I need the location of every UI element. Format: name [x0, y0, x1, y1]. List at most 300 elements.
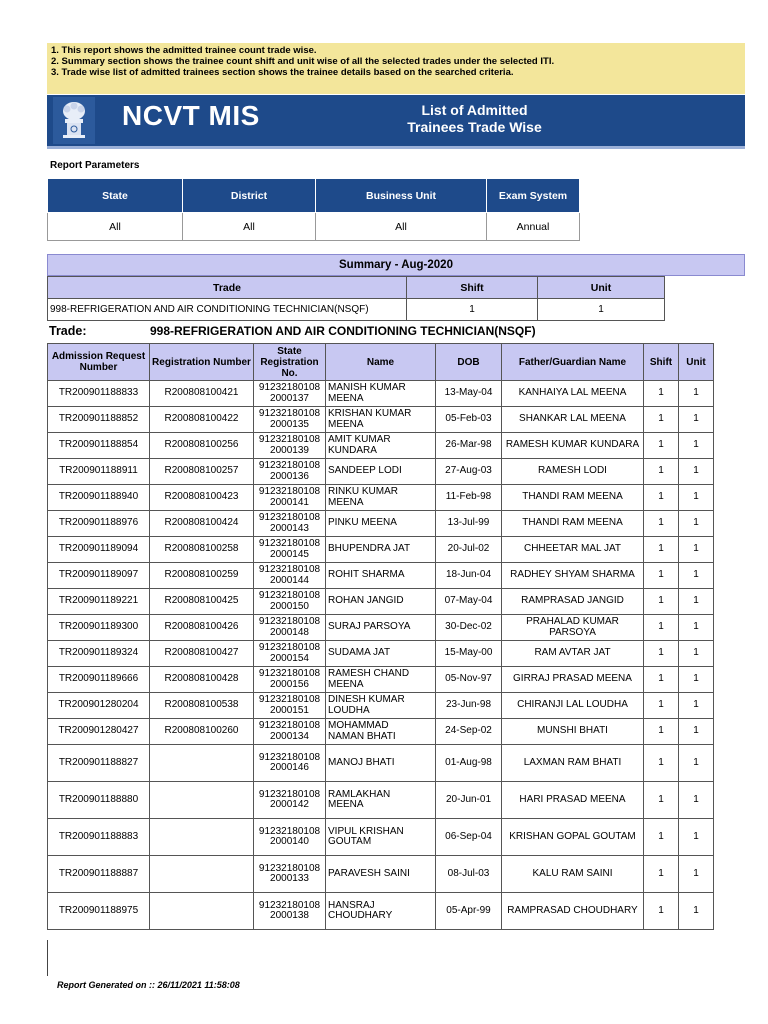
registration-number: R200808100426 [164, 621, 239, 633]
state-reg-part: 91232180108 [258, 434, 321, 445]
cell-guardian [502, 485, 644, 511]
cell-shift [644, 589, 679, 615]
table-row [48, 459, 714, 485]
guardian-part: PARSOYA [549, 626, 596, 638]
unit-value: 1 [693, 413, 699, 425]
cell-unit [679, 782, 714, 819]
shift-value: 1 [658, 621, 664, 633]
report-notes [47, 43, 745, 94]
table-row [48, 856, 714, 893]
cell-admission [48, 485, 150, 511]
cell-name [326, 856, 436, 893]
admission-number: TR200901189666 [58, 673, 139, 685]
cell-registration [150, 745, 254, 782]
cell-name [326, 381, 436, 407]
state-reg-part: 2000138 [270, 910, 309, 921]
cell-dob [436, 745, 502, 782]
shift-value: 1 [658, 867, 664, 879]
dob-value: 13-Jul-99 [447, 517, 490, 529]
dob-value: 15-May-00 [444, 647, 493, 659]
name-part: MANOJ BHATI [328, 756, 395, 768]
admission-number: TR200901189300 [58, 621, 139, 633]
cell-unit [679, 459, 714, 485]
cell-guardian [502, 641, 644, 667]
banner-title: NCVT MIS [122, 100, 260, 131]
cell-dob [436, 589, 502, 615]
registration-number: R200808100424 [164, 517, 239, 529]
name-part: AMIT KUMAR [328, 434, 391, 445]
cell-name [326, 433, 436, 459]
shift-value: 1 [658, 387, 664, 399]
name-part: RAMESH CHAND [328, 668, 410, 679]
state-reg-part: 2000146 [270, 762, 309, 773]
guardian-part: THANDI RAM MEENA [522, 491, 623, 503]
cell-dob [436, 641, 502, 667]
cell-registration [150, 782, 254, 819]
banner-subtitle [377, 102, 572, 136]
registration-number: R200808100428 [164, 673, 239, 685]
cell-registration [150, 459, 254, 485]
dob-value: 11-Feb-98 [445, 491, 492, 503]
cell-shift [644, 641, 679, 667]
unit-value: 1 [693, 830, 699, 842]
cell-name [326, 407, 436, 433]
cell-guardian [502, 856, 644, 893]
name-part: MANISH KUMAR [328, 382, 406, 393]
cell-name [326, 893, 436, 930]
header-name: Name [326, 344, 436, 381]
unit-value: 1 [693, 491, 699, 503]
param-value-district: All [183, 213, 316, 241]
state-reg-part: 91232180108 [258, 460, 321, 471]
registration-number: R200808100427 [164, 647, 239, 659]
cell-registration [150, 641, 254, 667]
registration-number: R200808100425 [164, 595, 239, 607]
guardian-part: MUNSHI BHATI [537, 725, 608, 737]
dob-value: 07-May-04 [444, 595, 493, 607]
dob-value: 18-Jun-04 [445, 569, 492, 581]
cell-admission [48, 381, 150, 407]
state-reg-part: 91232180108 [258, 720, 321, 731]
state-reg-part: 91232180108 [258, 616, 321, 627]
header-dob: DOB [436, 344, 502, 381]
name-part: PINKU MEENA [328, 517, 397, 529]
cell-admission [48, 693, 150, 719]
name-part: BHUPENDRA JAT [328, 543, 411, 555]
state-reg-part: 2000150 [270, 600, 309, 612]
admission-number: TR200901188887 [58, 867, 139, 879]
state-reg-part: 2000137 [270, 392, 309, 404]
cell-registration [150, 563, 254, 589]
trainee-rows [48, 381, 714, 930]
shift-value: 1 [658, 569, 664, 581]
cell-guardian [502, 407, 644, 433]
shift-value: 1 [658, 699, 664, 711]
cell-registration [150, 819, 254, 856]
param-header-business-unit: Business Unit [316, 179, 487, 213]
cell-name [326, 782, 436, 819]
national-emblem-icon [53, 97, 95, 144]
dob-value: 05-Nov-97 [445, 673, 492, 685]
cell-guardian [502, 893, 644, 930]
banner-subtitle-line: List of Admitted [421, 102, 528, 118]
unit-value: 1 [693, 725, 699, 737]
cell-guardian [502, 537, 644, 563]
cell-unit [679, 667, 714, 693]
table-row [48, 782, 714, 819]
unit-value: 1 [693, 756, 699, 768]
name-part: GOUTAM [328, 836, 372, 847]
cell-shift [644, 459, 679, 485]
shift-value: 1 [658, 491, 664, 503]
table-row [48, 819, 714, 856]
registration-number: R200808100538 [164, 699, 239, 711]
table-row [48, 719, 714, 745]
unit-value: 1 [693, 517, 699, 529]
admission-number: TR200901188940 [58, 491, 139, 503]
cell-shift [644, 615, 679, 641]
unit-value: 1 [693, 621, 699, 633]
admission-number: TR200901280427 [58, 725, 139, 737]
cell-guardian [502, 615, 644, 641]
header-unit: Unit [679, 344, 714, 381]
trainee-table [47, 343, 714, 930]
table-edge-line [47, 940, 48, 976]
cell-guardian [502, 745, 644, 782]
cell-admission [48, 667, 150, 693]
report-generated-timestamp: Report Generated on :: 26/11/2021 11:58:08 [57, 980, 240, 990]
state-reg-part: 2000139 [270, 444, 309, 456]
cell-unit [679, 819, 714, 856]
cell-guardian [502, 589, 644, 615]
dob-value: 27-Aug-03 [445, 465, 492, 477]
summary-header-trade: Trade [48, 277, 407, 299]
guardian-part: RAM AVTAR JAT [534, 647, 611, 659]
cell-state-registration [254, 407, 326, 433]
name-part: RINKU KUMAR [328, 486, 399, 497]
cell-admission [48, 511, 150, 537]
cell-registration [150, 433, 254, 459]
name-part: MEENA [328, 418, 364, 430]
admission-number: TR200901188852 [58, 413, 139, 425]
cell-name [326, 719, 436, 745]
cell-registration [150, 693, 254, 719]
cell-dob [436, 893, 502, 930]
unit-value: 1 [693, 699, 699, 711]
state-reg-part: 91232180108 [258, 862, 321, 874]
unit-value: 1 [693, 569, 699, 581]
name-part: PARAVESH SAINI [328, 867, 410, 879]
dob-value: 20-Jun-01 [445, 793, 492, 805]
state-reg-part: 91232180108 [258, 788, 321, 800]
cell-dob [436, 433, 502, 459]
dob-value: 08-Jul-03 [447, 867, 490, 879]
cell-state-registration [254, 381, 326, 407]
cell-state-registration [254, 819, 326, 856]
cell-shift [644, 511, 679, 537]
cell-shift [644, 856, 679, 893]
admission-number: TR200901188827 [58, 756, 139, 768]
dob-value: 30-Dec-02 [445, 621, 492, 633]
shift-value: 1 [658, 413, 664, 425]
guardian-part: SHANKAR LAL MEENA [519, 413, 626, 425]
name-part: MOHAMMAD [328, 720, 389, 731]
cell-guardian [502, 667, 644, 693]
guardian-part: KALU RAM SAINI [532, 867, 613, 879]
cell-dob [436, 615, 502, 641]
cell-unit [679, 537, 714, 563]
cell-unit [679, 615, 714, 641]
table-row [48, 693, 714, 719]
summary-trade: 998-REFRIGERATION AND AIR CONDITIONING TECHNICIAN(NSQF) [48, 299, 407, 321]
registration-number: R200808100257 [164, 465, 239, 477]
shift-value: 1 [658, 647, 664, 659]
unit-value: 1 [693, 673, 699, 685]
cell-shift [644, 667, 679, 693]
report-parameters-label: Report Parameters [50, 160, 140, 171]
cell-unit [679, 433, 714, 459]
unit-value: 1 [693, 543, 699, 555]
cell-unit [679, 589, 714, 615]
cell-registration [150, 589, 254, 615]
table-row [48, 615, 714, 641]
shift-value: 1 [658, 465, 664, 477]
note-line: 1. This report shows the admitted trainee count trade wise. [51, 45, 317, 56]
state-reg-part: 91232180108 [258, 538, 321, 549]
cell-admission [48, 459, 150, 485]
table-row [48, 381, 714, 407]
name-part: ROHIT SHARMA [328, 569, 405, 581]
cell-name [326, 615, 436, 641]
cell-guardian [502, 693, 644, 719]
state-reg-part: 91232180108 [258, 825, 321, 837]
table-row [48, 485, 714, 511]
state-reg-part: 91232180108 [258, 899, 321, 911]
admission-number: TR200901189324 [58, 647, 139, 659]
table-row [48, 407, 714, 433]
shift-value: 1 [658, 756, 664, 768]
cell-registration [150, 537, 254, 563]
cell-registration [150, 719, 254, 745]
cell-admission [48, 819, 150, 856]
name-part: MEENA [328, 496, 364, 508]
state-reg-part: 91232180108 [258, 512, 321, 523]
dob-value: 13-May-04 [444, 387, 493, 399]
cell-unit [679, 563, 714, 589]
cell-shift [644, 537, 679, 563]
cell-dob [436, 693, 502, 719]
summary-header-shift: Shift [407, 277, 538, 299]
trade-label: Trade: [49, 324, 87, 338]
shift-value: 1 [658, 725, 664, 737]
cell-shift [644, 893, 679, 930]
registration-number: R200808100421 [164, 387, 239, 399]
state-reg-part: 2000144 [270, 574, 309, 586]
summary-unit: 1 [538, 299, 665, 321]
state-reg-part: 91232180108 [258, 751, 321, 763]
banner-subtitle-line: Trainees Trade Wise [407, 119, 542, 135]
guardian-part: GIRRAJ PRASAD MEENA [513, 673, 632, 685]
registration-number: R200808100258 [164, 543, 239, 555]
name-part: MEENA [328, 799, 364, 810]
cell-admission [48, 856, 150, 893]
summary-title: Summary - Aug-2020 [47, 254, 745, 276]
state-reg-part: 91232180108 [258, 486, 321, 497]
table-row [48, 433, 714, 459]
name-part: SUDAMA JAT [328, 647, 391, 659]
state-reg-part: 2000151 [270, 704, 309, 716]
admission-number: TR200901188883 [58, 830, 139, 842]
cell-shift [644, 719, 679, 745]
registration-number: R200808100423 [164, 491, 239, 503]
cell-state-registration [254, 511, 326, 537]
cell-name [326, 589, 436, 615]
cell-unit [679, 485, 714, 511]
admission-number: TR200901189221 [58, 595, 139, 607]
table-row [48, 589, 714, 615]
state-reg-part: 91232180108 [258, 408, 321, 419]
dob-value: 06-Sep-04 [445, 830, 492, 842]
state-reg-part: 2000148 [270, 626, 309, 638]
cell-state-registration [254, 641, 326, 667]
dob-value: 05-Apr-99 [446, 904, 491, 916]
guardian-part: CHIRANJI LAL LOUDHA [517, 699, 628, 711]
cell-unit [679, 856, 714, 893]
cell-shift [644, 693, 679, 719]
cell-unit [679, 745, 714, 782]
header-admission: Admission Request Number [48, 344, 150, 381]
report-parameters-table [47, 178, 580, 241]
cell-name [326, 667, 436, 693]
guardian-part: LAXMAN RAM BHATI [523, 756, 622, 768]
unit-value: 1 [693, 904, 699, 916]
admission-number: TR200901188975 [58, 904, 139, 916]
table-row [48, 537, 714, 563]
unit-value: 1 [693, 439, 699, 451]
name-part: MEENA [328, 678, 364, 690]
summary-shift: 1 [407, 299, 538, 321]
guardian-part: RAMPRASAD CHOUDHARY [507, 904, 638, 916]
shift-value: 1 [658, 793, 664, 805]
name-part: DINESH KUMAR [328, 694, 405, 705]
cell-state-registration [254, 782, 326, 819]
state-reg-part: 2000133 [270, 873, 309, 884]
cell-dob [436, 511, 502, 537]
name-part: RAMLAKHAN [328, 788, 391, 800]
cell-unit [679, 381, 714, 407]
cell-shift [644, 563, 679, 589]
cell-name [326, 485, 436, 511]
state-reg-part: 2000134 [270, 730, 309, 742]
name-part: HANSRAJ [328, 899, 375, 911]
unit-value: 1 [693, 465, 699, 477]
cell-name [326, 693, 436, 719]
state-reg-part: 91232180108 [258, 382, 321, 393]
cell-dob [436, 563, 502, 589]
table-row [48, 893, 714, 930]
cell-registration [150, 615, 254, 641]
name-part: SANDEEP LODI [328, 465, 402, 477]
param-header-district: District [183, 179, 316, 213]
name-part: KUNDARA [328, 444, 377, 456]
cell-name [326, 537, 436, 563]
cell-admission [48, 589, 150, 615]
cell-shift [644, 381, 679, 407]
registration-number: R200808100422 [164, 413, 239, 425]
cell-unit [679, 407, 714, 433]
cell-guardian [502, 563, 644, 589]
shift-value: 1 [658, 904, 664, 916]
trade-value: 998-REFRIGERATION AND AIR CONDITIONING TECHNICIAN(NSQF) [150, 324, 536, 338]
report-banner [47, 95, 745, 149]
cell-admission [48, 537, 150, 563]
cell-state-registration [254, 589, 326, 615]
cell-state-registration [254, 719, 326, 745]
cell-name [326, 641, 436, 667]
cell-admission [48, 563, 150, 589]
cell-registration [150, 667, 254, 693]
shift-value: 1 [658, 517, 664, 529]
state-reg-part: 2000156 [270, 678, 309, 690]
registration-number: R200808100260 [164, 725, 239, 737]
summary-table [47, 276, 665, 321]
unit-value: 1 [693, 867, 699, 879]
guardian-part: KANHAIYA LAL MEENA [518, 387, 627, 399]
admission-number: TR200901189097 [58, 569, 139, 581]
dob-value: 23-Jun-98 [445, 699, 492, 711]
table-row [48, 667, 714, 693]
cell-guardian [502, 511, 644, 537]
cell-dob [436, 537, 502, 563]
state-reg-part: 91232180108 [258, 694, 321, 705]
cell-guardian [502, 719, 644, 745]
cell-state-registration [254, 537, 326, 563]
table-row [48, 745, 714, 782]
cell-state-registration [254, 693, 326, 719]
registration-number: R200808100256 [164, 439, 239, 451]
cell-dob [436, 719, 502, 745]
cell-state-registration [254, 485, 326, 511]
admission-number: TR200901188854 [58, 439, 139, 451]
cell-dob [436, 407, 502, 433]
name-part: ROHAN JANGID [328, 595, 404, 607]
header-state-registration: State Registration No. [254, 344, 326, 381]
cell-admission [48, 719, 150, 745]
cell-name [326, 819, 436, 856]
unit-value: 1 [693, 793, 699, 805]
guardian-part: THANDI RAM MEENA [522, 517, 623, 529]
name-part: NAMAN BHATI [328, 730, 396, 742]
cell-registration [150, 893, 254, 930]
cell-guardian [502, 433, 644, 459]
cell-state-registration [254, 459, 326, 485]
summary-header-unit: Unit [538, 277, 665, 299]
cell-admission [48, 893, 150, 930]
dob-value: 26-Mar-98 [445, 439, 492, 451]
cell-shift [644, 433, 679, 459]
name-part: CHOUDHARY [328, 910, 393, 921]
header-shift: Shift [644, 344, 679, 381]
shift-value: 1 [658, 439, 664, 451]
cell-guardian [502, 381, 644, 407]
cell-shift [644, 782, 679, 819]
note-line: 3. Trade wise list of admitted trainees section shows the trainee details based on the searched criteria. [51, 67, 514, 78]
cell-guardian [502, 459, 644, 485]
cell-shift [644, 819, 679, 856]
cell-registration [150, 856, 254, 893]
guardian-part: HARI PRASAD MEENA [519, 793, 626, 805]
dob-value: 01-Aug-98 [445, 756, 492, 768]
